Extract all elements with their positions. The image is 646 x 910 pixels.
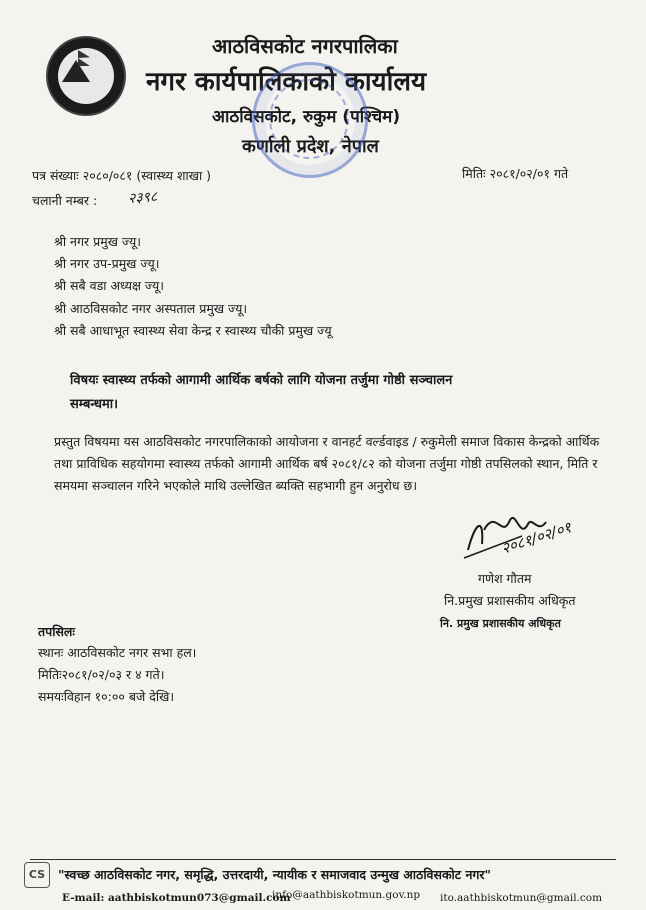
- dispatch-number-label: चलानी नम्बर :: [32, 193, 98, 208]
- signatory-title: नि.प्रमुख प्रशासकीय अधिकृत: [444, 593, 576, 608]
- header-province: कर्णाली प्रदेश, नेपाल: [242, 136, 379, 157]
- municipality-emblem-icon: [46, 36, 126, 116]
- schedule-date: मितिः२०८१/०२/०३ र ४ गते।: [38, 667, 165, 682]
- subject-line-continued: सम्बन्धमा।: [70, 397, 119, 412]
- header-address: आठविसकोट, रुकुम (पश्चिम): [212, 107, 401, 127]
- signature-handwritten-date: २०८१/०२/०१: [498, 518, 574, 558]
- footer-email-primary: E-mail: aathbiskotmun073@gmail.com: [62, 892, 291, 904]
- signatory-name: गणेश गौतम: [478, 571, 532, 586]
- recipient-line: श्री नगर उप-प्रमुख ज्यू।: [54, 256, 160, 271]
- schedule-time: समयःविहान १०:०० बजे देखि।: [38, 689, 175, 704]
- dispatch-number-handwritten: २३९८: [127, 189, 158, 207]
- footer-email-info: info@aathbiskotmun.gov.np: [272, 889, 421, 901]
- header-municipality-name: आठविसकोट नगरपालिका: [212, 34, 398, 58]
- letter-number: पत्र संख्याः २०८०/०८१ (स्वास्थ्य शाखा ): [32, 168, 212, 183]
- footer-divider: [30, 859, 616, 860]
- schedule-venue: स्थानः आठविसकोट नगर सभा हल।: [38, 645, 197, 660]
- camscanner-badge: CS: [24, 862, 50, 888]
- header-office-name: नगर कार्यपालिकाको कार्यालय: [146, 67, 427, 97]
- office-seal-stamp-icon: [252, 62, 368, 178]
- footer-slogan: "स्वच्छ आठविसकोट नगर, समृद्धि, उत्तरदायी, न्यायीक र समाजवाद उन्मुख आठविसकोट नगर": [58, 867, 492, 882]
- letter-body: प्रस्तुत विषयमा यस आठविसकोट नगरपालिकाको आयोजना र वानहर्ट वर्ल्डवाइड / रुकुमेली समाज विकास केन्द्रको आर्थिक तथा प्राविधिक सहयोगमा स्वास्थ्य तर्फको आगामी आर्थिक बर्ष २०८१/८२ को योजना तर्जुमा गोष्ठी तपसिलको स्थान, मिति र समयमा सञ्चालन गरिने भएकोले माथि उल्लेखित ब्यक्ति सहभागी हुन अनुरोध छ।: [54, 434, 600, 493]
- letter-date: मितिः २०८१/०२/०१ गते: [462, 166, 569, 181]
- recipient-line: श्री सबै आधाभूत स्वास्थ्य सेवा केन्द्र र स्वास्थ्य चौकी प्रमुख ज्यू: [54, 323, 332, 338]
- schedule-heading: तपसिलः: [38, 624, 75, 639]
- subject-line: विषयः स्वास्थ्य तर्फको आगामी आर्थिक बर्षको लागि योजना तर्जुमा गोष्ठी सञ्चालन: [70, 373, 453, 388]
- designation-stamp: नि. प्रमुख प्रशासकीय अधिकृत: [440, 617, 561, 630]
- footer-email-it: ito.aathbiskotmun@gmail.com: [440, 892, 603, 904]
- recipient-line: श्री नगर प्रमुख ज्यू।: [54, 234, 142, 249]
- recipient-line: श्री सबै वडा अध्यक्ष ज्यू।: [54, 278, 165, 293]
- recipient-line: श्री आठविसकोट नगर अस्पताल प्रमुख ज्यू।: [54, 301, 248, 316]
